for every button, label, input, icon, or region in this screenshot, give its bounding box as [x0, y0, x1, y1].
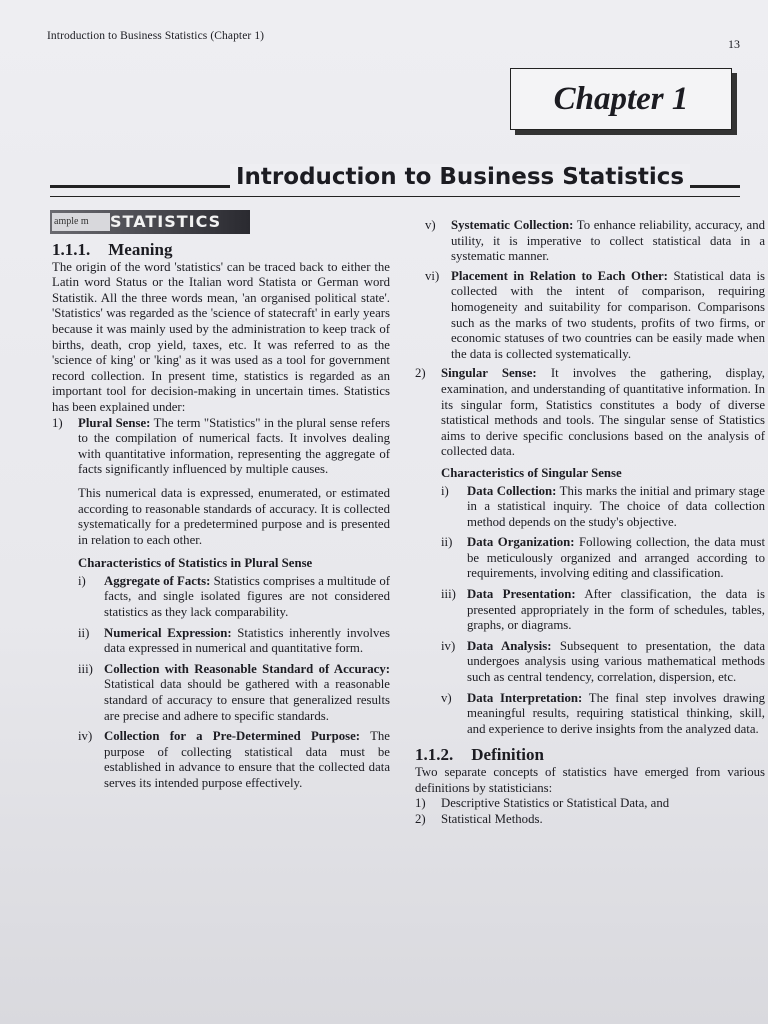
list-marker: ii)	[441, 535, 453, 550]
item-label: Collection with Reasonable Standard of Accuracy:	[104, 661, 390, 676]
plural-paragraph-2: This numerical data is expressed, enumerated, or estimated according to reasonable standards of accuracy. It is collected systematically for a predetermined purpose and is presented in relation to each other.	[78, 485, 390, 547]
list-marker: iv)	[78, 729, 93, 744]
item-text: The term "Statistics" in the plural sense refers to the compilation of numerical facts. It involves dealing with quantitative information, representing the aggregate of facts significantly influenced by multiple causes.	[78, 415, 390, 477]
list-item	[52, 729, 390, 791]
list-item	[415, 796, 765, 812]
item-text: Following collection, the data must be meticulously organized and arranged according to requirements, involving editing and classification.	[467, 535, 765, 581]
list-item-singular-sense	[415, 366, 765, 460]
section-heading-definition	[415, 747, 765, 763]
section-number: 1.1.1.	[52, 240, 91, 259]
item-text: Statistics inherently involves data expressed in numerical and quantitative form.	[104, 625, 390, 656]
section-banner-label: STATISTICS	[110, 212, 222, 231]
section-heading-meaning	[52, 242, 390, 258]
item-label: Numerical Expression:	[104, 625, 232, 640]
list-item	[415, 535, 765, 582]
running-head: Introduction to Business Statistics (Chapter 1)	[47, 30, 265, 42]
item-text: Statistics comprises a multitude of facts, and single isolated figures are not considered statistics as they lack comparability.	[104, 573, 390, 620]
item-text: The purpose of collecting statistical data must be established in advance to ensure that the collected data serves its intended purpose effectively.	[104, 729, 390, 790]
list-marker: v)	[441, 690, 452, 705]
item-label: Data Organization:	[467, 535, 575, 550]
list-item	[52, 662, 390, 724]
list-item	[415, 269, 765, 363]
item-text: Statistical data should be gathered with a reasonable standard of accuracy to ensure that generalized results are precise and adhere to specific standards.	[104, 677, 390, 723]
plural-characteristics-heading: Characteristics of Statistics in Plural Sense	[78, 556, 313, 571]
list-marker: 1)	[52, 415, 63, 430]
singular-characteristics-heading: Characteristics of Singular Sense	[441, 465, 622, 480]
item-text: The final step involves drawing meaningful results, requiring statistical thinking, skill, and experience to derive insights from the analyzed data.	[467, 690, 766, 736]
page-number: 13	[728, 37, 740, 51]
list-marker: 2)	[415, 366, 426, 381]
item-label: Systematic Collection:	[451, 218, 574, 232]
list-marker: i)	[441, 483, 449, 498]
item-label: Data Interpretation:	[467, 690, 583, 705]
item-label: Data Collection:	[467, 483, 557, 498]
item-label: Data Presentation:	[467, 587, 576, 602]
list-marker: 1)	[415, 796, 426, 811]
list-item-plural-sense	[52, 416, 390, 478]
item-text: It involves the gathering, display, examination, and understanding of quantitative information. In its singular form, Statistics constitutes a body of diverse statistical methods and tools. The singular sense of Statistics aims to derive specific conclusions based on the analysis of collected data.	[441, 366, 765, 459]
section-number: 1.1.2.	[415, 745, 454, 765]
item-text: After classification, the data is presented appropriately in the form of schedules, tables, graphs, or diagrams.	[467, 587, 765, 633]
list-item	[415, 587, 765, 634]
list-marker: ii)	[78, 625, 90, 640]
list-item	[52, 626, 390, 657]
section-title: Definition	[471, 745, 544, 765]
list-marker: iii)	[441, 587, 456, 602]
list-marker: vi)	[425, 268, 440, 283]
list-item	[52, 574, 390, 621]
item-text: Subsequent to presentation, the data undergoes analysis using various mathematical methods such as central tendency, correlation, dispersion, etc.	[467, 638, 766, 685]
item-label: Singular Sense:	[441, 366, 537, 381]
item-text: Statistical data is collected with the intent of comparison, requiring homogeneity and suitability for comparison. Comparisons such as the marks of two students, profits of two firms, or economic statuses of two countries can be easily made when the data is collected systematically.	[451, 268, 765, 361]
section-title: Meaning	[108, 240, 173, 259]
list-marker: v)	[425, 218, 436, 232]
list-marker: 2)	[415, 811, 426, 826]
item-label: Aggregate of Facts:	[104, 573, 211, 588]
item-text: Descriptive Statistics or Statistical Data, and	[441, 796, 670, 811]
item-label: Data Analysis:	[467, 638, 552, 653]
right-column	[415, 218, 765, 827]
item-text: This marks the initial and primary stage in a statistical inquiry. The choice of data collection method depends on the study's objective.	[467, 483, 765, 529]
item-text: Statistical Methods.	[441, 811, 543, 826]
item-label: Collection for a Pre-Determined Purpose:	[104, 729, 361, 744]
list-item	[415, 218, 765, 265]
chapter-label: Chapter 1	[553, 80, 689, 117]
list-marker: i)	[78, 573, 86, 588]
definition-paragraph: Two separate concepts of statistics have emerged from various definitions by statisticians:	[415, 765, 765, 795]
list-marker: iii)	[78, 661, 93, 676]
item-label: Placement in Relation to Each Other:	[451, 268, 668, 283]
banner-tab: ample m	[52, 213, 110, 231]
meaning-paragraph: The origin of the word 'statistics' can be traced back to either the Latin word Status or the Italian word Statista or German word Statistik. All the three words mean, 'an organised political state'. 'Statistics' was regarded as the 'science of statecraft' in early years because it was mainly used by the administration to keep track of births, death, crop yield, taxes, etc. It was referred to as the 'science of king' or 'king' as it was used as a tool for government record collection. In present time, statistics is regarded as an important tool for decision-making in uncertain times. Statistics has been explained under:	[52, 259, 390, 414]
chapter-title: Introduction to Business Statistics	[230, 164, 690, 190]
item-label: Plural Sense:	[78, 415, 151, 430]
list-item	[415, 639, 765, 686]
title-rule-bottom	[50, 196, 740, 197]
left-column	[52, 240, 390, 792]
list-item	[415, 691, 765, 738]
list-item	[415, 812, 765, 828]
list-marker: iv)	[441, 638, 456, 653]
item-text: To enhance reliability, accuracy, and utility, it is imperative to collect statistical data in a systematic manner.	[451, 218, 765, 264]
chapter-label-box	[510, 68, 732, 130]
list-item	[415, 484, 765, 531]
